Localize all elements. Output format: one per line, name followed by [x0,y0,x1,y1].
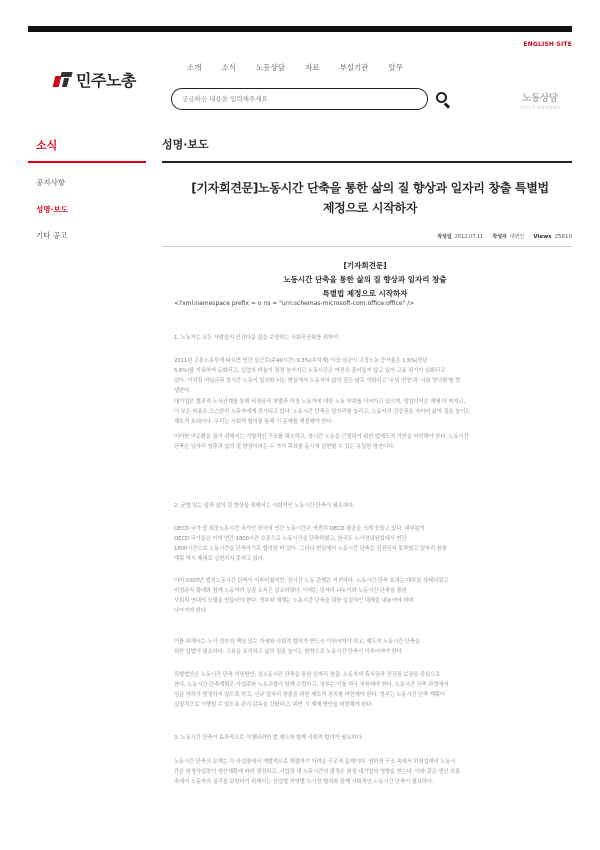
article-meta [437,233,572,240]
article-author: 대변인 [509,234,525,240]
date-label: 작성일 [437,234,452,240]
article-paragraph [174,524,568,564]
article-paragraph [174,733,568,743]
sidebar-item-label[interactable]: 공지사항 [36,178,65,187]
article-date: 2012.07.11 [454,234,484,240]
counsel-title: 노동상담 [522,93,558,104]
sidebar-title: 소식 [36,139,58,152]
paragraph-line: 이를 위해서는 노사 정부의 책임 있는 자세와 사회적 합의가 반드시 이루어져야 하고, 제도적 노동시간 단축을 [174,639,420,645]
sidebar-menu [36,177,68,257]
sidebar-divider [28,161,146,163]
counsel-subtitle: 민주노총 법률지원센터 [520,105,560,110]
nav-item-affiliates[interactable]: 부설기관 [339,63,369,72]
search-box [171,88,428,110]
paragraph-line: OECD 국가들은 이미 연간 1800시간 수준으로 노동시간을 단축하였고, 한국도 노사정위원회에서 연간 [174,536,407,542]
nav-item-intro[interactable]: 소개 [187,63,202,72]
paragraph-line: 한다. 노동시간 단축계획은 사업주와 노동조합이 함께 수립하고, 정부는 이를 적극 지원해야 한다. 노동시간 단축 과정에서 [174,682,449,688]
xml-namespace-text: <?xml:namespace prefix = o ns = "urn:schemas-microsoft-com:office:office" /> [174,300,415,307]
paragraph-line: 간은 원청사업장의 생산계획에 따라 결정되고, 사업장 내 노동시간의 결정은 원청 대기업의 영향을 받는다. 이와 같은 생산 흐름 [174,769,461,775]
logo-mark-icon [54,72,73,87]
article-paragraph [174,333,568,343]
article-paragraph [174,637,568,657]
article-paragraph [174,757,568,787]
paragraph-line: 속에서 노동자의 권리를 보장하기 위해서는 산업별 지역별 노사정 협의와 함께 사회적인 노동시간 단축이 필요하다. [174,779,434,785]
search-icon[interactable] [435,91,451,107]
logo[interactable] [54,69,136,89]
body-heading-line: [기자회견문] [343,261,387,270]
nav-item-counsel[interactable]: 노동상담 [256,63,285,72]
paragraph-line: 1. 노동자는 모든 사람들의 인간다운 삶을 보장하는 사회공공화를 위하여 [174,335,339,341]
main-nav [187,62,423,73]
paragraph-line: 생한다. [174,388,191,394]
article-paragraph [174,397,568,427]
article-paragraph [174,670,568,710]
paragraph-line: 1800시간으로 노동시간을 단축하기로 합의한 바 있다. 그러나 현실에서 노동시간 단축은 진전되지 못하였고 일자리 창출 [174,546,447,552]
paragraph-line: 있다. 이처럼 저임금과 장시간 노동이 일상화 되는 현실에서 노동자의 삶의 질은 날로 악화되고 '무임 연장'과 '사회 양극화'를 발 [174,378,461,384]
paragraph-line: 계획 역시 제대로 실현되지 못하고 있다. [174,556,265,562]
views-count: 25610 [554,234,572,240]
paragraph-line: 임금 저하가 발생하지 않도록 하고, 신규 일자리 창출을 위한 제도적 장치를 마련해야 한다. 정부는 노동시간 단축 계획이 [174,692,445,698]
page-title: 성명·보도 [162,138,209,151]
views-label: Views [533,234,552,240]
sidebar-item-notice[interactable] [36,177,68,204]
nav-item-resources[interactable]: 자료 [304,63,320,72]
article-paragraph [174,432,568,452]
paragraph-line: 2. 균형 있는 일과 삶의 질 향상을 위해서는 사회적인 노동시간 단축이 필요하다. [174,503,355,509]
english-site-link[interactable]: ENGLISH SITE [523,41,572,48]
author-label: 작성자 [492,234,507,240]
paragraph-line: 사회적 연대의 모델을 만들어야 한다. 정부와 재계는 노동시간 단축을 위한 실질적인 대책을 내놓아야 하며 [174,598,414,604]
paragraph-line: 노동시간 단축의 문제는 각 사업장에서 개별적으로 해결하기 어려운 구조적 문제이다. 원하청 구조 속에서 하청업체의 노동시 [174,759,456,765]
sidebar-item-statements[interactable] [36,204,68,231]
search-input[interactable] [182,95,417,103]
article-title-line: 제정으로 시작하자 [322,201,418,215]
article-body-heading [170,259,560,301]
sidebar-item-label[interactable]: 기타 공고 [36,231,68,240]
paragraph-line: 특별법안은 노동시간 단축 지원방안, 실노동시간 단축을 통한 일자리 창출, 노동자의 휴식권과 건강권 보장을 중심으로 [174,672,441,678]
paragraph-line: 실질적으로 이행될 수 있도록 관리·감독을 강화하고, 위반 시 제재 방안을 마련해야 한다. [174,702,373,708]
paragraph-line: 3. 노동시간 단축이 효과적으로 이행되려면 법 제도와 함께 사회적 합의가 필요하다. [174,735,363,741]
sidebar-item-other-notices[interactable] [36,230,68,257]
logo-text: 민주노총 [76,70,136,90]
body-heading-line: 특별법 제정으로 시작하자 [322,289,408,298]
article-title-line: [기자회견문]노동시간 단축을 통한 삶의 질 향상과 일자리 창출 특별법 [191,181,549,195]
paragraph-line: 위한 입법이 필요하다. 고용을 유지하고 삶의 질을 높이는 방향으로 노동시간 단축이 이루어져야 한다. [174,649,404,655]
body-heading-line: 노동시간 단축을 통한 삶의 질 향상과 일자리 창출 [283,275,447,284]
article-paragraph [174,576,568,616]
paragraph-line: 나아가야 한다. [174,608,208,614]
paragraph-line: 단축은 일자리 창출과 삶의 질 향상이라는 두 가지 목표를 동시에 실현할 수 있는 유일한 방안이다. [174,444,395,450]
article-paragraph [174,356,568,396]
paragraph-line: 이러한 악순환을 끊기 위해서는 기형적인 구조를 해소하고, 장시간 노동을 근절하기 위한 법제도적 기반을 마련해야 한다. 노동시간 [174,434,469,440]
nav-item-work[interactable]: 알무 [388,63,403,72]
labor-counsel-button[interactable] [518,90,562,111]
paragraph-line: 이 모든 비용은 고스란히 노동자에게 전가되고 있다. 노동시간 단축은 일자리를 늘리고, 노동자의 건강권을 지키며 삶의 질을 높이는 [174,409,471,415]
top-bar [28,26,572,32]
paragraph-line: 비정규직 확대와 함께 노동자의 실질 소득은 감소하였다. 이제는 일자리 나누기와 노동시간 단축을 통한 [174,588,407,594]
page-title-divider [162,161,572,163]
article-paragraph [174,501,568,511]
article-title [170,178,570,218]
paragraph-line: OECD 국가 중 최장노동시간 국가인 한국의 연간 노동시간은 여전히 OECD 평균을 크게 웃돌고 있다. 대부분의 [174,526,425,532]
nav-item-news[interactable]: 소식 [221,63,236,72]
paragraph-line: 대기업은 협조적 노사관계를 통해 비정규직 차별과 하청 노동자에 대한 노동 착취를 이어가고 있으며, 영업이익은 매해 더 커지고, [174,399,466,405]
paragraph-line: 2011년 고용노동부에 따르면 연간 실근로(주40시간) 9.3%(추석제) 이상 임금이 고정노동 증가율은 1.5%(전년 [174,358,428,364]
paragraph-line: 제도적 토대이다. 우리는 사회적 합의를 통해 이 문제를 해결해야 한다. [174,419,333,425]
sidebar-item-label[interactable]: 성명·보도 [36,204,68,214]
paragraph-line: 이미 2003년 법정노동시간 단축이 이루어졌지만, 장시간 노동 관행은 여전하다. 노동시간 단축 효과는 대부분 상쇄되었고 [174,578,449,584]
meta-divider [162,246,572,247]
paragraph-line: 5.6%)를 기록하여 둔화되고, 실업자 비율이 점점 높아지고 노동시간은 여전히 줄어들지 않고 있어 고용 위기가 심화되고 [174,368,446,374]
